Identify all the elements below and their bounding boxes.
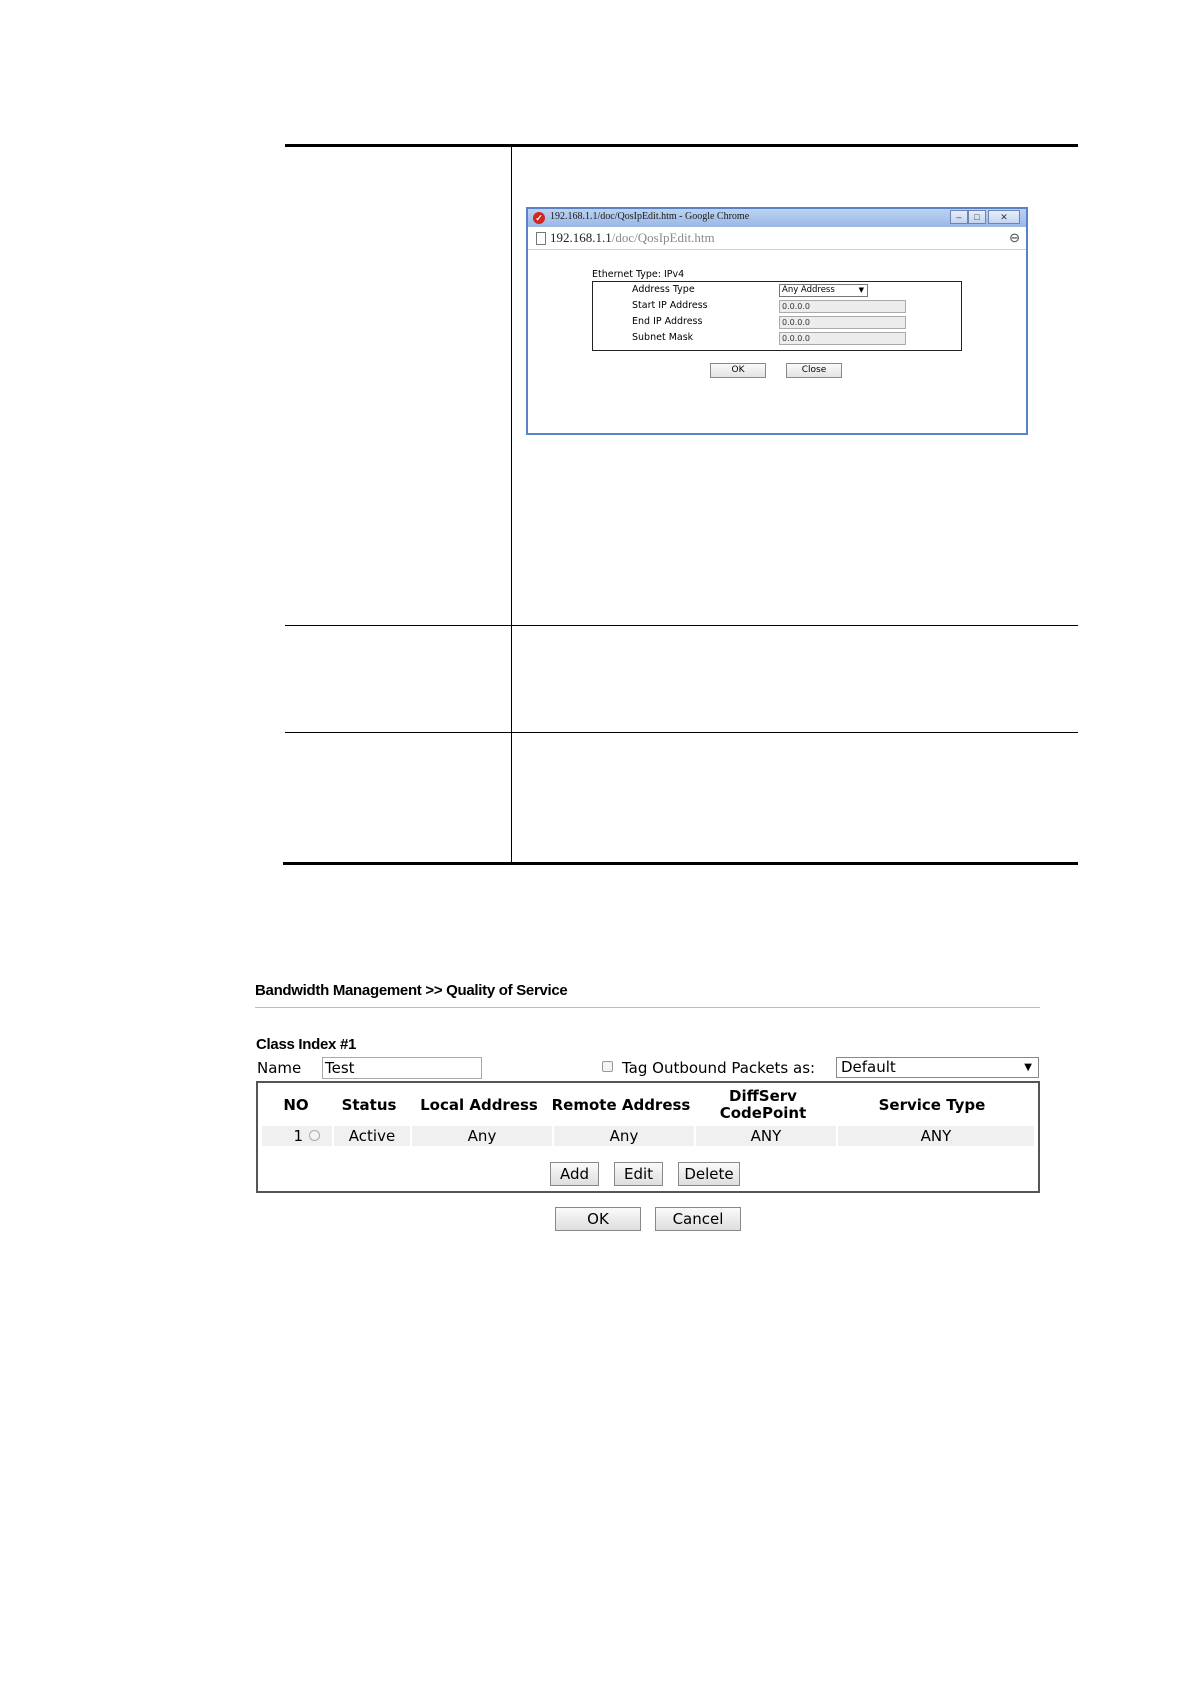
page-icon xyxy=(536,232,546,245)
header-remote-address: Remote Address xyxy=(551,1096,691,1114)
edit-button[interactable]: Edit xyxy=(614,1162,663,1186)
ip-edit-form xyxy=(592,281,962,351)
qos-ip-edit-popup xyxy=(526,207,1028,435)
header-no: NO xyxy=(283,1096,309,1114)
header-status: Status xyxy=(341,1096,397,1114)
doc-table-top-rule xyxy=(285,144,1078,147)
doc-table-column-divider xyxy=(511,146,512,863)
doc-table-bottom-rule xyxy=(283,862,1078,865)
tag-outbound-select[interactable]: Default ▼ xyxy=(836,1057,1039,1078)
class-index-heading: Class Index #1 xyxy=(256,1036,357,1053)
popup-ok-button[interactable]: OK xyxy=(710,363,766,378)
cell-service-type: ANY xyxy=(838,1126,1034,1146)
page-title: Bandwidth Management >> Quality of Service xyxy=(255,982,568,999)
subnet-mask-input[interactable]: 0.0.0.0 xyxy=(779,332,906,345)
start-ip-label: Start IP Address xyxy=(632,300,708,311)
doc-table-row-divider xyxy=(285,732,1078,733)
dropdown-arrow-icon: ▼ xyxy=(1024,1062,1032,1073)
doc-table-row-divider xyxy=(285,625,1078,626)
popup-url[interactable]: 192.168.1.1/doc/QosIpEdit.htm xyxy=(550,230,715,245)
name-label: Name xyxy=(257,1059,302,1077)
address-type-label: Address Type xyxy=(632,284,695,295)
delete-button[interactable]: Delete xyxy=(678,1162,740,1186)
popup-window-title: 192.168.1.1/doc/QosIpEdit.htm - Google Chrome xyxy=(550,211,750,222)
cell-local-address: Any xyxy=(412,1126,552,1146)
popup-close-button[interactable]: Close xyxy=(786,363,842,378)
header-service-type: Service Type xyxy=(878,1096,986,1114)
cancel-button[interactable]: Cancel xyxy=(655,1207,741,1231)
popup-titlebar xyxy=(528,209,1026,227)
maximize-icon[interactable]: □ xyxy=(968,210,986,224)
table-row[interactable] xyxy=(262,1126,1034,1146)
end-ip-label: End IP Address xyxy=(632,316,703,327)
cell-diffserv: ANY xyxy=(696,1126,836,1146)
subnet-mask-label: Subnet Mask xyxy=(632,332,694,343)
popup-address-bar xyxy=(528,227,1026,250)
vigor-icon: ✓ xyxy=(533,212,545,224)
header-diffserv xyxy=(692,1088,834,1122)
tag-outbound-checkbox[interactable] xyxy=(602,1061,613,1072)
end-ip-input[interactable]: 0.0.0.0 xyxy=(779,316,906,329)
name-input[interactable]: Test xyxy=(322,1057,482,1079)
ethernet-type-label: Ethernet Type: IPv4 xyxy=(592,269,685,280)
title-separator xyxy=(255,1007,1040,1008)
address-type-select[interactable]: Any Address ▼ xyxy=(779,284,868,297)
minimize-icon[interactable]: – xyxy=(950,210,968,224)
cell-remote-address: Any xyxy=(554,1126,694,1146)
dropdown-arrow-icon: ▼ xyxy=(858,286,864,294)
header-local-address: Local Address xyxy=(420,1096,538,1114)
cell-status: Active xyxy=(334,1126,410,1146)
tag-outbound-label: Tag Outbound Packets as: xyxy=(622,1059,816,1077)
start-ip-input[interactable]: 0.0.0.0 xyxy=(779,300,906,313)
qos-rule-table xyxy=(256,1081,1040,1193)
cell-no: 1 xyxy=(262,1126,332,1146)
add-button[interactable]: Add xyxy=(550,1162,599,1186)
header-diffserv-line1: DiffServ xyxy=(729,1087,797,1105)
ok-button[interactable]: OK xyxy=(555,1207,641,1231)
row-select-radio[interactable] xyxy=(309,1130,320,1141)
header-diffserv-line2: CodePoint xyxy=(719,1104,807,1122)
close-icon[interactable]: ✕ xyxy=(988,210,1020,224)
zoom-out-icon[interactable]: ⊖ xyxy=(1009,230,1020,245)
